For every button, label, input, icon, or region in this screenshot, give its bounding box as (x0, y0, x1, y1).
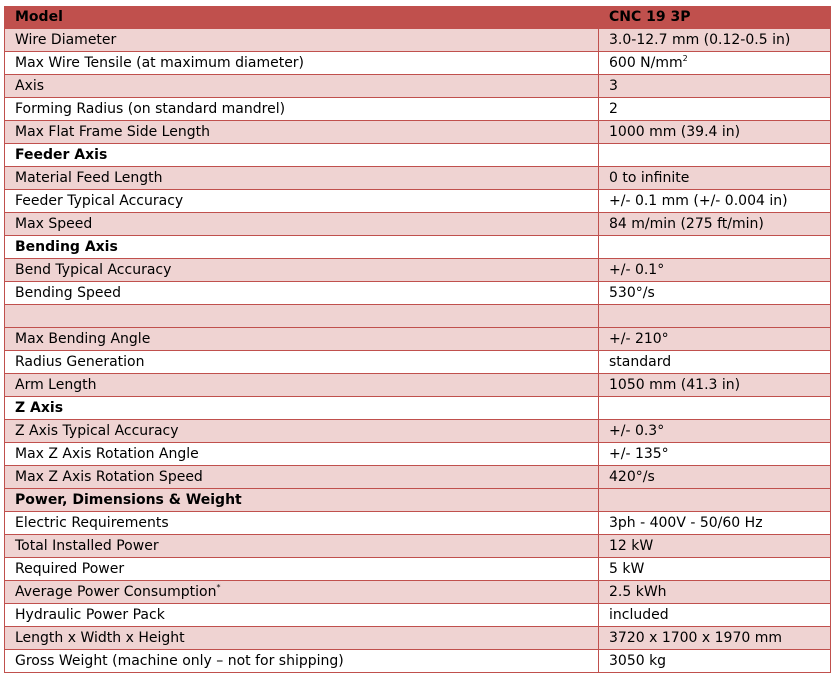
table-row (5, 190, 831, 213)
spec-label-text: Max Flat Frame Side Length (15, 124, 210, 140)
spec-label-text: Max Bending Angle (15, 331, 151, 347)
header-label: Model (5, 6, 599, 29)
spec-value (599, 374, 831, 397)
spec-label (5, 581, 599, 604)
spec-label-text: Feeder Axis (15, 147, 108, 163)
table-row (5, 259, 831, 282)
spec-label (5, 305, 599, 328)
spec-value-text: 420°/s (609, 469, 655, 485)
spec-value-text: 600 N/mm (609, 55, 683, 71)
spec-label (5, 374, 599, 397)
spec-value (599, 397, 831, 420)
section-title (5, 236, 599, 259)
section-title (5, 144, 599, 167)
spec-value-text: 3.0-12.7 mm (0.12-0.5 in) (609, 32, 791, 48)
spec-value-text: included (609, 607, 669, 623)
spec-label (5, 535, 599, 558)
spec-label-text: Average Power Consumption (15, 584, 217, 600)
spec-value-text: +/- 0.3° (609, 423, 665, 439)
spec-value (599, 443, 831, 466)
header-model-value: CNC 19 3P (599, 6, 831, 29)
spec-value (599, 351, 831, 374)
spec-value (599, 581, 831, 604)
section-header-row (5, 489, 831, 512)
spec-value (599, 98, 831, 121)
spec-value-text: 84 m/min (275 ft/min) (609, 216, 764, 232)
spec-label (5, 512, 599, 535)
table-row (5, 466, 831, 489)
spec-label (5, 604, 599, 627)
spec-label-text: Wire Diameter (15, 32, 117, 48)
spec-value (599, 29, 831, 52)
spec-value (599, 604, 831, 627)
spec-label-text: Z Axis Typical Accuracy (15, 423, 179, 439)
spec-value-text: 3ph - 400V - 50/60 Hz (609, 515, 763, 531)
table-row (5, 351, 831, 374)
table-row (5, 29, 831, 52)
spec-label-text: Hydraulic Power Pack (15, 607, 165, 623)
table-row (5, 167, 831, 190)
table-row (5, 98, 831, 121)
spec-label-text: Material Feed Length (15, 170, 163, 186)
table-row (5, 650, 831, 673)
spec-value (599, 190, 831, 213)
table-row (5, 420, 831, 443)
spec-value-text: standard (609, 354, 672, 370)
spec-value (599, 535, 831, 558)
table-row (5, 305, 831, 328)
spec-value (599, 282, 831, 305)
section-header-row (5, 144, 831, 167)
spec-label (5, 52, 599, 75)
spec-label-text: Axis (15, 78, 45, 94)
spec-table (4, 6, 831, 673)
spec-value (599, 466, 831, 489)
spec-value (599, 420, 831, 443)
spec-value-text: 2 (609, 101, 618, 117)
spec-value (599, 627, 831, 650)
table-row (5, 627, 831, 650)
table-header-row (5, 6, 831, 29)
spec-value (599, 259, 831, 282)
spec-body (5, 29, 831, 673)
spec-label (5, 190, 599, 213)
section-title (5, 489, 599, 512)
spec-value (599, 52, 831, 75)
spec-label-text: Z Axis (15, 400, 64, 416)
spec-label-text: Forming Radius (on standard mandrel) (15, 101, 286, 117)
spec-value-text: 5 kW (609, 561, 645, 577)
section-title (5, 397, 599, 420)
spec-label-text: Total Installed Power (15, 538, 159, 554)
spec-label-text: Required Power (15, 561, 125, 577)
spec-label (5, 98, 599, 121)
table-row (5, 374, 831, 397)
spec-value-text: 1050 mm (41.3 in) (609, 377, 741, 393)
spec-label-text: Max Z Axis Rotation Speed (15, 469, 203, 485)
spec-value (599, 236, 831, 259)
spec-label-text: Radius Generation (15, 354, 145, 370)
spec-label (5, 558, 599, 581)
spec-label (5, 328, 599, 351)
table-row (5, 328, 831, 351)
section-header-row (5, 397, 831, 420)
spec-value (599, 213, 831, 236)
spec-label-text: Bending Speed (15, 285, 121, 301)
spec-label (5, 443, 599, 466)
spec-label (5, 259, 599, 282)
spec-label-text: Bend Typical Accuracy (15, 262, 172, 278)
table-row (5, 604, 831, 627)
table-row (5, 121, 831, 144)
spec-label-text: Max Speed (15, 216, 93, 232)
spec-value (599, 328, 831, 351)
footnote-marker: * (216, 583, 221, 592)
spec-value-text: 12 kW (609, 538, 654, 554)
spec-value (599, 650, 831, 673)
spec-label (5, 121, 599, 144)
table-row (5, 282, 831, 305)
table-row (5, 535, 831, 558)
spec-value (599, 305, 831, 328)
spec-label-text: Arm Length (15, 377, 97, 393)
spec-value-text: 3050 kg (609, 653, 667, 669)
spec-value-text: 530°/s (609, 285, 655, 301)
spec-label-text: Max Z Axis Rotation Angle (15, 446, 199, 462)
spec-value (599, 558, 831, 581)
table-row (5, 512, 831, 535)
table-row (5, 52, 831, 75)
spec-label-text: Feeder Typical Accuracy (15, 193, 184, 209)
spec-label (5, 213, 599, 236)
spec-value-text: 3 (609, 78, 618, 94)
spec-label (5, 167, 599, 190)
table-row (5, 75, 831, 98)
spec-value (599, 144, 831, 167)
spec-label-text: Max Wire Tensile (at maximum diameter) (15, 55, 305, 71)
spec-label-text: Length x Width x Height (15, 630, 185, 646)
table-row (5, 558, 831, 581)
spec-value-text: +/- 135° (609, 446, 669, 462)
spec-label (5, 75, 599, 98)
spec-value (599, 167, 831, 190)
table-row (5, 581, 831, 604)
spec-value (599, 121, 831, 144)
spec-value (599, 512, 831, 535)
spec-label (5, 650, 599, 673)
spec-value-text: +/- 0.1 mm (+/- 0.004 in) (609, 193, 788, 209)
spec-value-text: 0 to infinite (609, 170, 690, 186)
spec-label-text: Electric Requirements (15, 515, 169, 531)
spec-value (599, 489, 831, 512)
spec-label (5, 351, 599, 374)
spec-value (599, 75, 831, 98)
spec-value-text: +/- 210° (609, 331, 669, 347)
spec-label (5, 466, 599, 489)
spec-value-text: 2.5 kWh (609, 584, 667, 600)
spec-label (5, 29, 599, 52)
spec-label (5, 420, 599, 443)
spec-value-text: 3720 x 1700 x 1970 mm (609, 630, 782, 646)
spec-value-text: +/- 0.1° (609, 262, 665, 278)
table-row (5, 213, 831, 236)
unit-exponent: 2 (682, 54, 688, 63)
spec-label-text: Bending Axis (15, 239, 118, 255)
section-header-row (5, 236, 831, 259)
spec-label-text: Power, Dimensions & Weight (15, 492, 242, 508)
spec-value-text: 1000 mm (39.4 in) (609, 124, 741, 140)
table-row (5, 443, 831, 466)
spec-label (5, 282, 599, 305)
spec-label (5, 627, 599, 650)
spec-label-text: Gross Weight (machine only – not for shipping) (15, 653, 344, 669)
